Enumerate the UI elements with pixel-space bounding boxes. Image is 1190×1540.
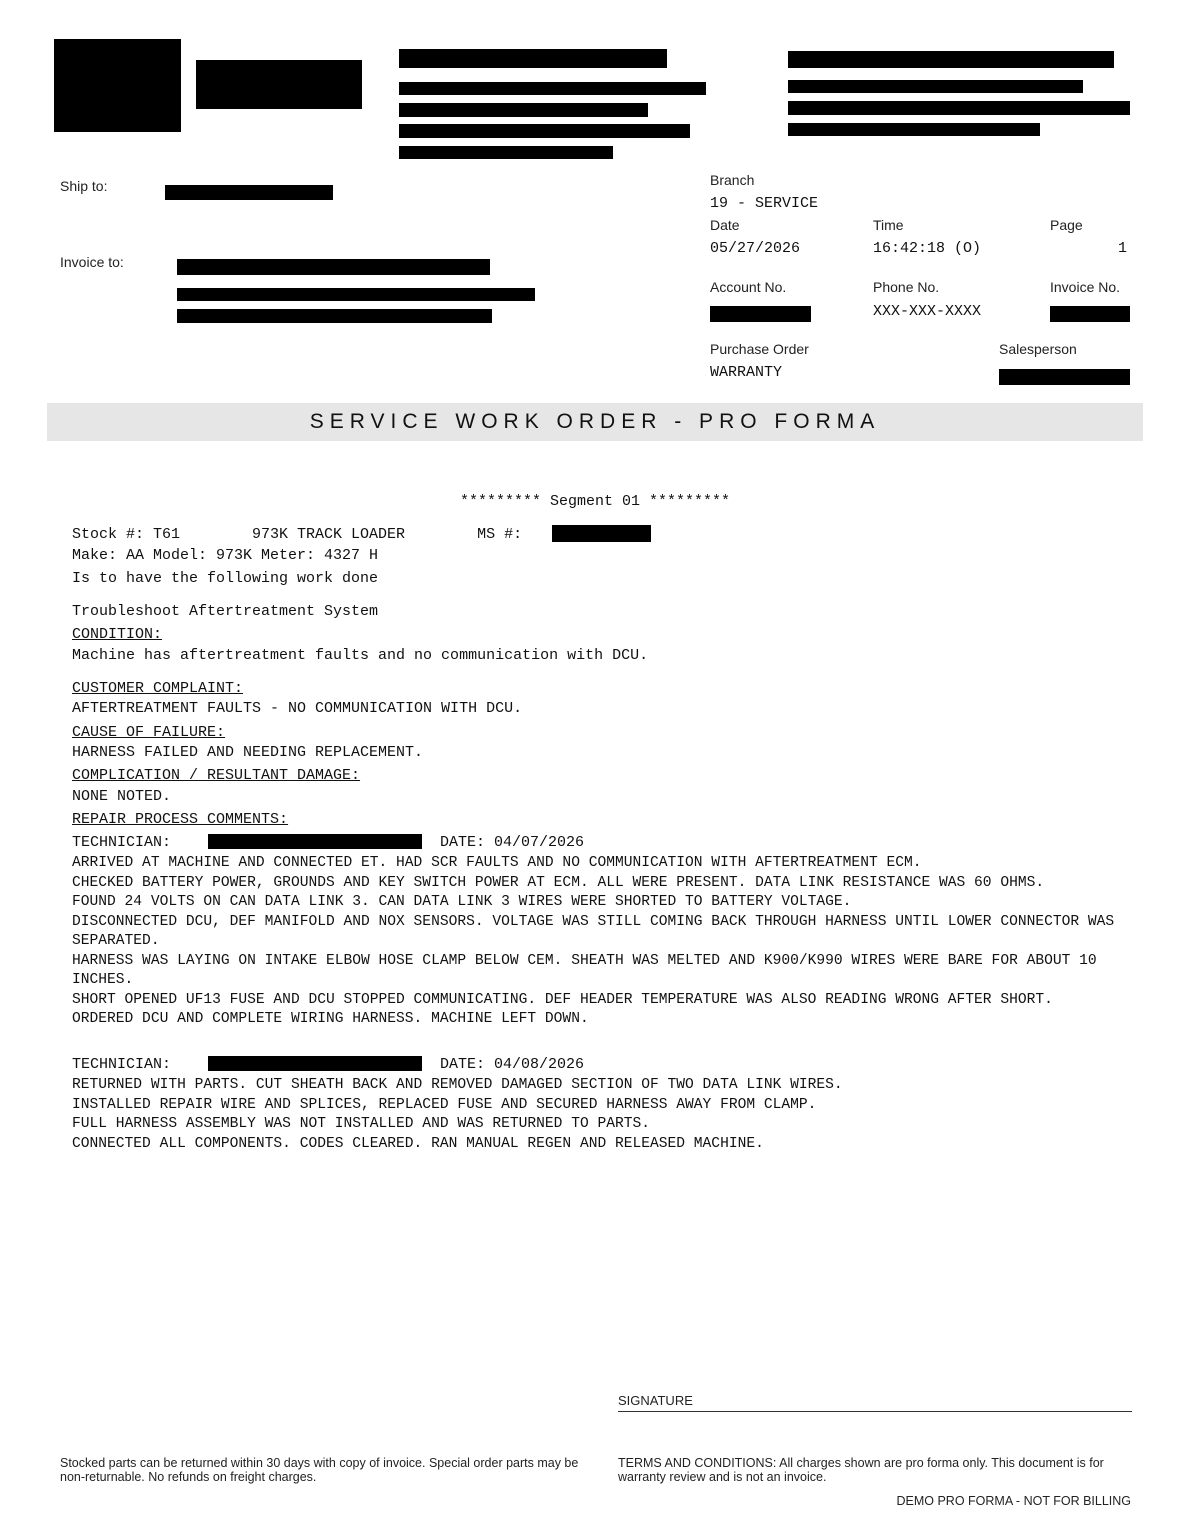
- po-value: WARRANTY: [710, 364, 783, 381]
- contact-redacted-1: [788, 51, 1114, 68]
- po-label: Purchase Order: [710, 341, 809, 357]
- branch-label: Branch: [710, 172, 755, 188]
- note-line: FULL HARNESS ASSEMBLY WAS NOT INSTALLED AND WAS RETURNED TO PARTS.: [72, 1116, 651, 1132]
- salesperson-redacted: [999, 369, 1130, 385]
- address-redacted-3: [399, 103, 648, 117]
- ms-number-redacted: [552, 525, 651, 542]
- document-title: SERVICE WORK ORDER - PRO FORMA: [309, 410, 881, 433]
- invoice-to-redacted-3: [177, 309, 492, 323]
- ship-to-label: Ship to:: [60, 178, 108, 194]
- invoice-no-label: Invoice No.: [1050, 279, 1121, 295]
- entry-date-2: DATE: 04/08/2026: [440, 1056, 585, 1073]
- note-line: CONNECTED ALL COMPONENTS. CODES CLEARED. RAN MANUAL REGEN AND RELEASED MACHINE.: [72, 1135, 764, 1152]
- invoice-to-redacted-2: [177, 288, 535, 301]
- account-redacted: [710, 306, 811, 322]
- date-value: 05/27/2026: [710, 240, 801, 257]
- technician-label-1: TECHNICIAN:: [72, 834, 172, 851]
- address-redacted-1: [399, 49, 667, 68]
- contact-redacted-4: [788, 123, 1040, 136]
- complication-heading: COMPLICATION / RESULTANT DAMAGE:: [72, 767, 361, 784]
- work-line: Is to have the following work done: [72, 570, 379, 587]
- returns-note: Stocked parts can be returned within 30 days with copy of invoice. Special order parts may be non-returnable. No refunds on freight charges.: [60, 1456, 579, 1484]
- segment-title: ********* Segment 01 *********: [459, 493, 731, 510]
- phone-value: XXX-XXX-XXXX: [873, 303, 982, 320]
- note-line: SHORT OPENED UF13 FUSE AND DCU STOPPED COMMUNICATING. DEF HEADER TEMPERATURE WAS ALSO READING WRONG AFTER SHORT.: [72, 991, 1053, 1008]
- time-label: Time: [873, 217, 904, 233]
- stock-line: Stock #: T61 973K TRACK LOADER MS #:: [72, 526, 523, 543]
- signature-label: SIGNATURE: [618, 1393, 693, 1408]
- technician-name-redacted-2: [208, 1056, 422, 1071]
- complication-text: NONE NOTED.: [72, 788, 172, 805]
- entry-date-1: DATE: 04/07/2026: [440, 834, 585, 851]
- salesperson-label: Salesperson: [999, 341, 1077, 357]
- contact-redacted-3: [788, 101, 1130, 115]
- title-banner: [47, 403, 1143, 441]
- note-line: HARNESS WAS LAYING ON INTAKE ELBOW HOSE CLAMP BELOW CEM. SHEATH WAS MELTED AND K900/K990 WIRES WERE BARE FOR ABOUT 10 INCHES.: [72, 952, 1097, 988]
- terms-conditions: TERMS AND CONDITIONS: All charges shown are pro forma only. This document is for warranty review and is not an invoice.: [618, 1456, 1104, 1484]
- contact-redacted-2: [788, 80, 1083, 93]
- address-redacted-5: [399, 146, 613, 159]
- note-line: ORDERED DCU AND COMPLETE WIRING HARNESS. MACHINE LEFT DOWN.: [72, 1011, 589, 1027]
- branch-value: 19 - SERVICE: [710, 195, 819, 212]
- ship-to-redacted: [165, 185, 333, 200]
- time-value: 16:42:18 (O): [873, 240, 982, 257]
- note-line: ARRIVED AT MACHINE AND CONNECTED ET. HAD SCR FAULTS AND NO COMMUNICATION WITH AFTERTREATMENT ECM.: [72, 855, 922, 871]
- technician-label-2: TECHNICIAN:: [72, 1056, 172, 1073]
- complaint-heading: CUSTOMER COMPLAINT:: [72, 680, 244, 697]
- company-name-redacted: [196, 60, 362, 109]
- complaint-text: AFTERTREATMENT FAULTS - NO COMMUNICATION WITH DCU.: [72, 700, 523, 717]
- entry-notes-1: [72, 854, 1132, 1030]
- technician-name-redacted-1: [208, 834, 422, 849]
- invoice-no-redacted: [1050, 306, 1130, 322]
- condition-text: Machine has aftertreatment faults and no communication with DCU.: [72, 647, 649, 664]
- invoice-to-label: Invoice to:: [60, 254, 124, 270]
- phone-label: Phone No.: [873, 279, 940, 295]
- date-label: Date: [710, 217, 740, 233]
- note-line: INSTALLED REPAIR WIRE AND SPLICES, REPLACED FUSE AND SECURED HARNESS AWAY FROM CLAMP.: [72, 1096, 817, 1113]
- page-label: Page: [1050, 217, 1083, 233]
- note-line: RETURNED WITH PARTS. CUT SHEATH BACK AND REMOVED DAMAGED SECTION OF TWO DATA LINK WIRES.: [72, 1077, 843, 1093]
- signature-line: [618, 1411, 1132, 1412]
- job-title: Troubleshoot Aftertreatment System: [72, 603, 379, 620]
- demo-watermark-text: DEMO PRO FORMA - NOT FOR BILLING: [896, 1494, 1131, 1508]
- account-label: Account No.: [710, 279, 787, 295]
- logo-redacted: [54, 39, 181, 132]
- entry-notes-2: [72, 1076, 1132, 1154]
- note-line: FOUND 24 VOLTS ON CAN DATA LINK 3. CAN DATA LINK 3 WIRES WERE SHORTED TO BATTERY VOLTAGE.: [72, 894, 852, 910]
- repair-heading: REPAIR PROCESS COMMENTS:: [72, 811, 289, 828]
- make-model-line: Make: AA Model: 973K Meter: 4327 H: [72, 547, 379, 564]
- address-redacted-4: [399, 124, 690, 138]
- condition-heading: CONDITION:: [72, 626, 163, 643]
- cause-text: HARNESS FAILED AND NEEDING REPLACEMENT.: [72, 744, 424, 761]
- note-line: CHECKED BATTERY POWER, GROUNDS AND KEY SWITCH POWER AT ECM. ALL WERE PRESENT. DATA LINK RESISTANCE WAS 60 OHMS.: [72, 874, 1045, 891]
- page-value: 1: [1118, 240, 1128, 257]
- address-redacted-2: [399, 82, 706, 95]
- cause-heading: CAUSE OF FAILURE:: [72, 724, 226, 741]
- invoice-to-redacted-1: [177, 259, 490, 275]
- note-line: DISCONNECTED DCU, DEF MANIFOLD AND NOX SENSORS. VOLTAGE WAS STILL COMING BACK THROUGH HARNESS UNTIL LOWER CONNECTOR WAS SEPARATED.: [72, 913, 1115, 949]
